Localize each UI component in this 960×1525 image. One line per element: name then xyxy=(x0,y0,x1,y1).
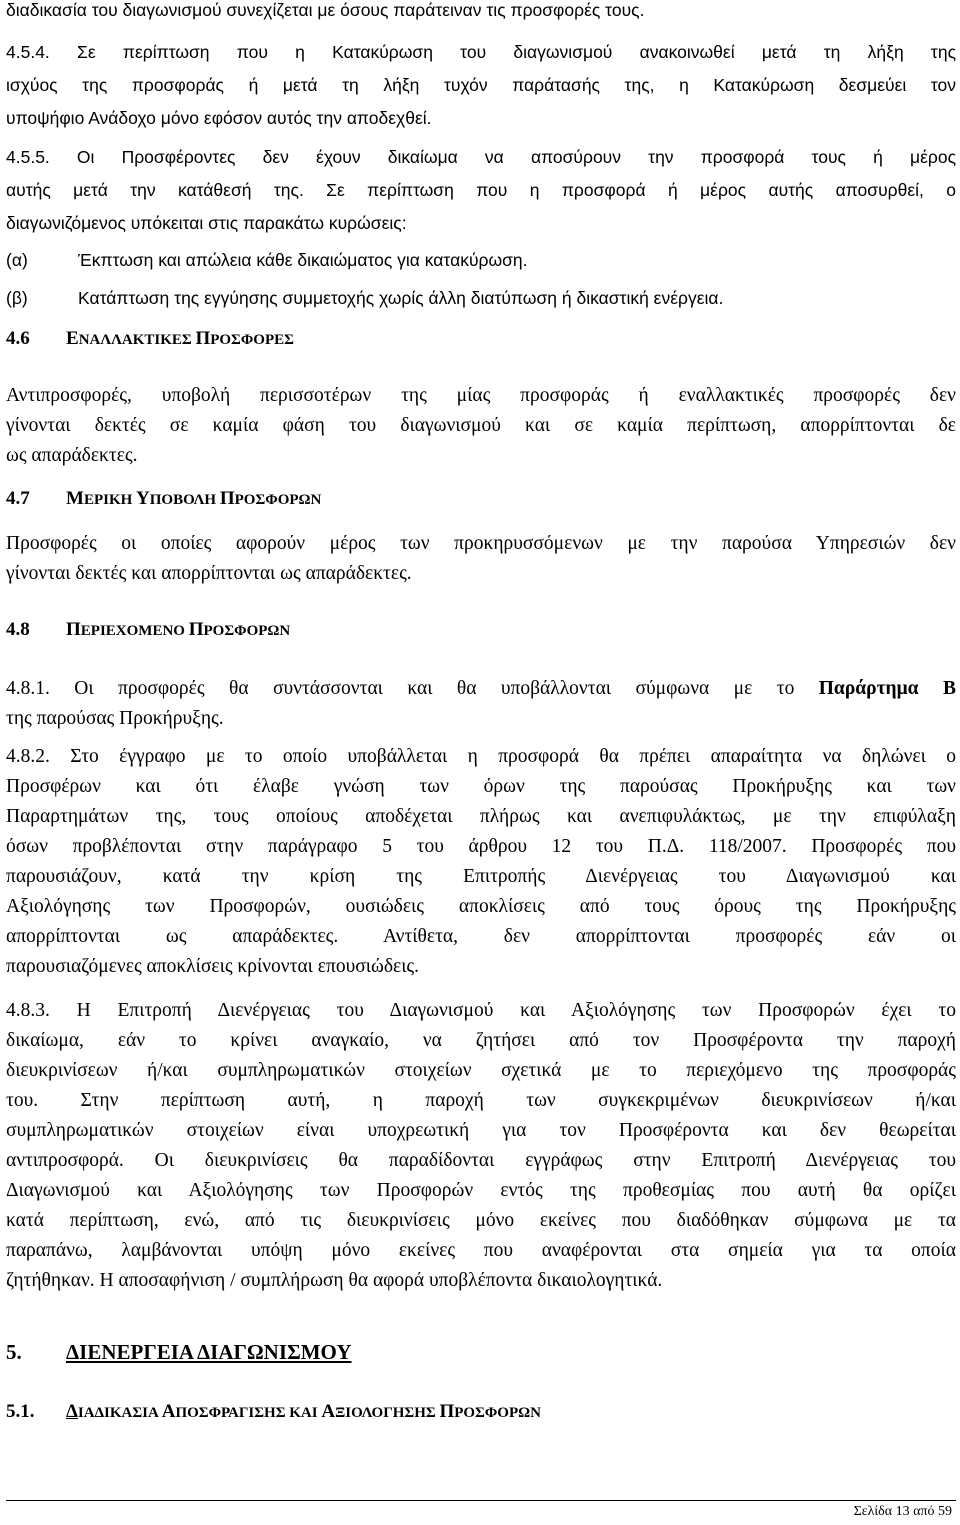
section-number: 5. xyxy=(6,1340,22,1364)
section-heading-4-8 xyxy=(6,619,290,641)
text-line: κατά περίπτωση, ενώ, από τις διευκρινίσεις μόνο εκείνες που διαδόθηκαν σύμφωνα με τα xyxy=(6,1210,956,1231)
text-line: Αντιπροσφορές, υποβολή περισσοτέρων της μίας προσφοράς ή εναλλακτικές προσφορές δεν xyxy=(6,385,956,406)
text-line: γίνονται δεκτές σε καμία φάση του διαγωνισμού και σε καμία περίπτωση, απορρίπτονται δε xyxy=(6,415,956,436)
section-number: 4.8 xyxy=(6,619,30,640)
text-line: 4.8.2. Στο έγγραφο με το οποίο υποβάλλεται η προσφορά θα πρέπει απαραίτητα να δηλώνει ο xyxy=(6,746,956,767)
paragraph-4-7 xyxy=(6,529,956,589)
text-line: παρουσιάζουν, κατά την κρίση της Επιτροπής Διενέργειας του Διαγωνισμού και xyxy=(6,866,956,887)
section-title: ΜΕΡΙΚΗ ΥΠΟΒΟΛΗ ΠΡΟΣΦΟΡΩΝ xyxy=(66,488,322,509)
text-line: της παρούσας Προκήρυξης. xyxy=(6,708,224,729)
section-title: ΕΝΑΛΛΑΚΤΙΚΕΣ ΠΡΟΣΦΟΡΕΣ xyxy=(66,328,294,349)
footer-divider xyxy=(6,1500,956,1501)
section-heading-4-7 xyxy=(6,488,321,510)
text-line: Προσφέρων και ότι έλαβε γνώση των όρων της παρούσας Προκήρυξης και των xyxy=(6,776,956,797)
paragraph-4-8-3 xyxy=(6,996,956,1296)
text-line: απορρίπτονται ως απαράδεκτες. Αντίθετα, δεν απορρίπτονται προσφορές εάν οι xyxy=(6,926,956,947)
text-line: του. Στην περίπτωση αυτή, η παροχή των συγκεκριμένων διευκρινίσεων ή/και xyxy=(6,1090,956,1111)
list-item-text: Κατάπτωση της εγγύησης συμμετοχής χωρίς άλλη διατύπωση ή δικαστική ενέργεια. xyxy=(78,288,724,308)
section-number: 4.6 xyxy=(6,328,30,349)
list-item xyxy=(6,282,956,315)
section-heading-5 xyxy=(6,1340,352,1365)
text-line: 4.8.3. Η Επιτροπή Διενέργειας του Διαγωνισμού και Αξιολόγησης των Προσφορών έχει το xyxy=(6,1000,956,1021)
section-number: 5.1. xyxy=(6,1401,35,1422)
text-line: 4.8.1. Οι προσφορές θα συντάσσονται και θα υποβάλλονται σύμφωνα με το Παράρτημα Β xyxy=(6,678,957,699)
annex-reference: Παράρτημα Β xyxy=(818,678,957,699)
text-line: όσων προβλέπονται στην παράγραφο 5 του άρθρου 12 του Π.Δ. 118/2007. Προσφορές που xyxy=(6,836,956,857)
text-line: υποψήφιο Ανάδοχο μόνο εφόσον αυτός την αποδεχθεί. xyxy=(6,108,432,128)
section-number: 4.7 xyxy=(6,488,30,509)
section-title: ΔΙΕΝΕΡΓΕΙΑ ΔΙΑΓΩΝΙΣΜΟΥ xyxy=(66,1340,352,1364)
list-item xyxy=(6,244,956,277)
text-line: Παραρτημάτων της, τους οποίους αποδέχεται πλήρως και ανεπιφυλάκτως, με την επιφύλαξη xyxy=(6,806,956,827)
page-number: Σελίδα 13 από 59 xyxy=(853,1504,952,1519)
list-item-text: Έκπτωση και απώλεια κάθε δικαιώματος για κατακύρωση. xyxy=(78,250,528,270)
text-line: 4.5.4. Σε περίπτωση που η Κατακύρωση του διαγωνισμού ανακοινωθεί μετά τη λήξη της xyxy=(6,42,956,62)
section-heading-5-1 xyxy=(6,1401,541,1423)
paragraph-4-6 xyxy=(6,381,956,471)
paragraph-4-5-5 xyxy=(6,141,956,240)
paragraph-4-5-4 xyxy=(6,36,956,135)
text-line: ζητήθηκαν. Η αποσαφήνιση / συμπλήρωση θα αφορά υποβλέποντα δικαιολογητικά. xyxy=(6,1270,663,1291)
text-line: γίνονται δεκτές και απορρίπτονται ως απαράδεκτες. xyxy=(6,563,412,584)
text-line: αντιπροσφορά. Οι διευκρινίσεις θα παραδίδονται εγγράφως στην Επιτροπή Διενέργειας του xyxy=(6,1150,956,1171)
text-line: ισχύος της προσφοράς ή μετά τη λήξη τυχόν παράτασής της, η Κατακύρωση δεσμεύει τον xyxy=(6,75,956,95)
text-line: 4.5.5. Οι Προσφέροντες δεν έχουν δικαίωμα να αποσύρουν την προσφορά τους ή μέρος xyxy=(6,147,956,167)
list-item-label: (β) xyxy=(6,288,28,308)
text-line: Αξιολόγησης των Προσφορών, ουσιώδεις αποκλίσεις από τους όρους της Προκήρυξης xyxy=(6,896,956,917)
section-title: ΔΙΑΔΙΚΑΣΙΑ ΑΠΟΣΦΡΑΓΙΣΗΣ ΚΑΙ ΑΞΙΟΛΟΓΗΣΗΣ ΠΡΟΣΦΟΡΩΝ xyxy=(66,1401,541,1422)
paragraph-continuation: διαδικασία του διαγωνισμού συνεχίζεται με όσους παράτειναν τις προσφορές τους. xyxy=(6,0,645,20)
text-line: Προσφορές οι οποίες αφορούν μέρος των προκηρυσσόμενων με την παρούσα Υπηρεσιών δεν xyxy=(6,533,956,554)
text-line: συμπληρωματικών στοιχείων είναι υποχρεωτική για τον Προσφέροντα και δεν θεωρείται xyxy=(6,1120,956,1141)
text-line: διευκρινίσεων ή/και συμπληρωματικών στοιχείων σχετικά με το περιεχόμενο της προσφοράς xyxy=(6,1060,956,1081)
list-item-label: (α) xyxy=(6,250,28,270)
text-line: διαγωνιζόμενος υπόκειται στις παρακάτω κυρώσεις: xyxy=(6,213,407,233)
section-title: ΠΕΡΙΕΧΟΜΕΝΟ ΠΡΟΣΦΟΡΩΝ xyxy=(66,619,291,640)
text-line: παρουσιαζόμενες αποκλίσεις κρίνονται επουσιώδεις. xyxy=(6,956,420,977)
text-line: αυτής μετά την κατάθεσή της. Σε περίπτωση που η προσφορά ή μέρος αυτής αποσυρθεί, ο xyxy=(6,180,956,200)
text-line: δικαίωμα, εάν το κρίνει αναγκαίο, να ζητήσει από τον Προσφέροντα την παροχή xyxy=(6,1030,956,1051)
section-heading-4-6 xyxy=(6,328,294,350)
text-line: ως απαράδεκτες. xyxy=(6,445,138,466)
paragraph-4-8-2 xyxy=(6,742,956,982)
text-line: παραπάνω, λαμβάνονται υπόψη μόνο εκείνες που αναφέρονται στα σημεία για τα οποία xyxy=(6,1240,956,1261)
paragraph-4-8-1 xyxy=(6,674,956,734)
text-line: Διαγωνισμού και Αξιολόγησης των Προσφορών εντός της προθεσμίας που αυτή θα ορίζει xyxy=(6,1180,956,1201)
